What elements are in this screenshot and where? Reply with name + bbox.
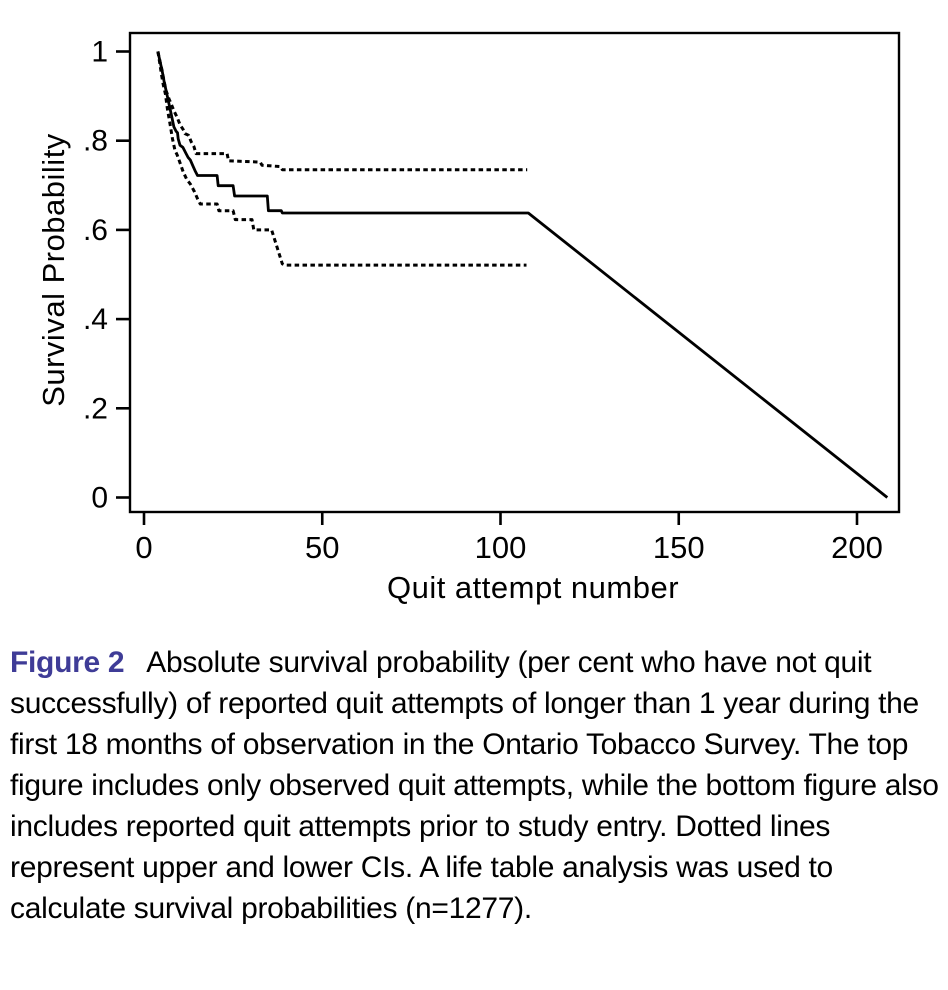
figure-caption	[10, 642, 942, 929]
x-tick-label: 200	[831, 530, 883, 565]
figure-label: Figure 2	[10, 646, 125, 679]
y-tick-label: 0	[91, 481, 108, 515]
lower-ci-curve	[158, 52, 527, 266]
x-axis-label: Quit attempt number	[386, 570, 680, 605]
upper-ci-curve	[158, 52, 527, 170]
x-tick-label: 150	[652, 530, 705, 565]
y-tick-label: .4	[82, 303, 108, 337]
y-tick-label: 1	[91, 35, 108, 69]
caption-text: Absolute survival probability (per cent who have not quit successfully) of reported quit attempts of longer than 1 year during the first 18 months of observation in the Ontario Tobacco Survey. The top figure includes only observed quit attempts, while the bottom figure also includes reported quit attempts prior to study entry. Dotted lines represent upper and lower CIs. A life table analysis was used to calculate survival probabilities (n=1277).	[10, 646, 939, 925]
x-tick-label: 0	[135, 530, 153, 565]
y-tick-label: .2	[82, 392, 108, 426]
y-tick-label: .8	[82, 124, 108, 158]
x-tick-label: 50	[305, 530, 340, 565]
y-tick-label: .6	[82, 213, 108, 247]
plot-border	[130, 33, 899, 512]
x-tick-label: 100	[474, 530, 527, 565]
y-axis-label: Survival Probability	[36, 133, 71, 407]
survival-curve	[158, 52, 887, 498]
